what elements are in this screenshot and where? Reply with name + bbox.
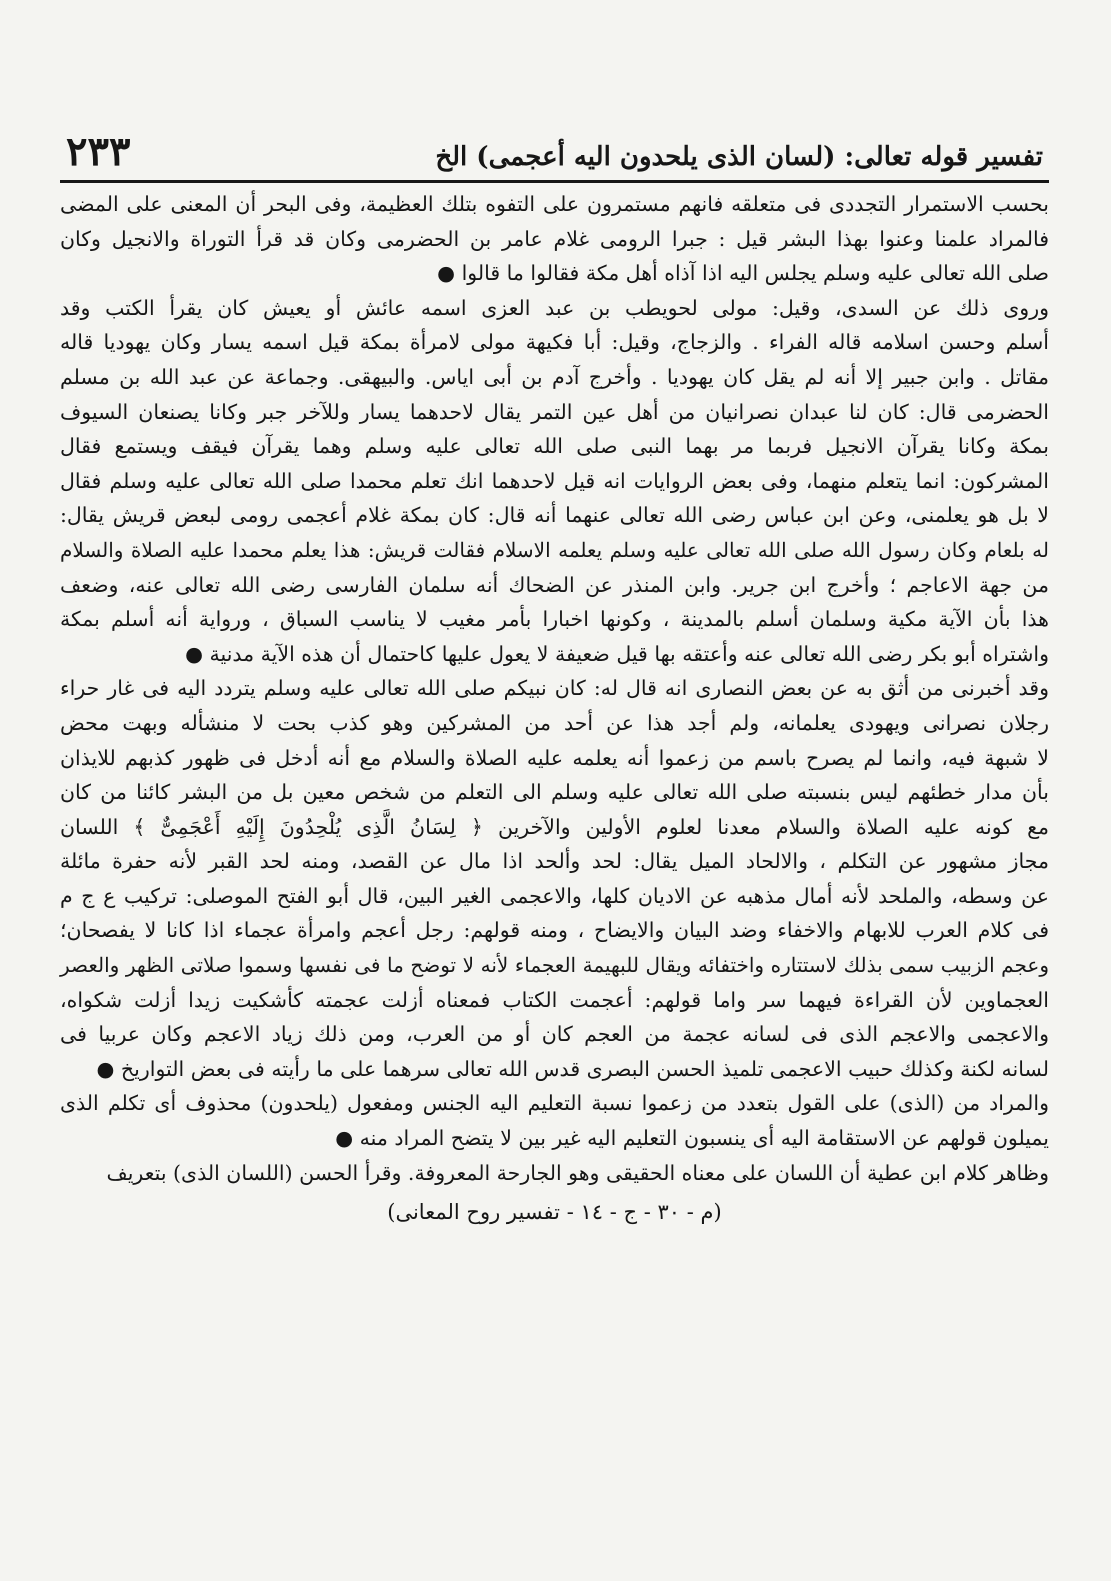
paragraph [60,291,1049,672]
text-line: عن وسطه، والملحد لأنه أمال مذهبه عن الاديان كلها، والاعجمى الغير البين، قال أبو الفتح الموصلى: تركيب ع ج م [60,883,1049,908]
text-line: لا بل هو يعلمنى، وعن ابن عباس رضى الله تعالى عنهما أنه قال: كان بمكة غلام أعجمى رومى لبعض قريش يقال: [60,503,1049,528]
paragraph [60,187,1049,291]
text-line: مقاتل . وابن جبير إلا أنه لم يقل كان يهوديا . وأخرج آدم بن أبى اياس. والبيهقى. وجماعة عن عبد الله بن مسلم [60,364,1049,389]
text-line: والمراد من (الذى) على القول بتعدد من زعموا نسبة التعليم اليه الجنس ومفعول (يلحدون) محذوف أى تكلم الذى [60,1091,1049,1116]
text-line: بمكة وكانا يقرآن الانجيل فربما مر بهما النبى صلى الله تعالى عليه وسلم وهما يقرآن فيقف ويستمع فقال [60,434,1049,459]
page-number: ٢٣٣ [66,128,131,175]
text-line: العجماوين لأن القراءة فيهما سر واما قولهم: أعجمت الكتاب فمعناه أزلت عجمته كأشكيت زيدا أزلت شكواه، [60,987,1049,1012]
text-line: يميلون قولهم عن الاستقامة اليه أى ينسبون التعليم اليه غير بين لا يتضح المراد منه ● [335,1126,1049,1151]
text-line: المشركون: انما يتعلم منهما، وفى بعض الروايات انه قيل لاحدهما انك تعلم محمدا صلى الله تعالى عليه وسلم فقال [60,468,1049,493]
text-line: هذا بأن الآية مكية وسلمان أسلم بالمدينة ، وكونها اخبارا بأمر مغيب لا يناسب السباق ، ورواية أنه أسلم بمكة [60,607,1049,632]
header-rule [60,180,1049,183]
page-footer [60,1200,1049,1224]
page-header-title: تفسير قوله تعالى: (لسان الذى يلحدون اليه أعجمى) الخ [435,142,1043,172]
text-line: واشتراه أبو بكر رضى الله تعالى عنه وأعتقه بها قيل ضعيفة لا يعول عليها كاحتمال أن هذه الآية مدنية ● [185,641,1049,666]
text-line: له بلعام وكان رسول الله صلى الله تعالى عليه وسلم يعلمه الاسلام فقالت قريش: هذا يعلم محمدا عليه الصلاة والسلام [60,537,1049,562]
text-line: وظاهر كلام ابن عطية أن اللسان على معناه الحقيقى وهو الجارحة المعروفة. وقرأ الحسن (اللسان الذى) بتعريف [106,1160,1049,1185]
text-line: وقد أخبرنى من أثق به عن بعض النصارى انه قال له: كان نبيكم صلى الله تعالى عليه وسلم يتردد اليه فى غار حراء [60,676,1049,701]
text-line: من جهة الاعاجم ؛ وأخرج ابن جرير. وابن المنذر عن الضحاك أنه سلمان الفارسى رضى الله تعالى عنه، وضعف [60,572,1049,597]
paragraph [60,671,1049,1086]
paragraph [60,1086,1049,1155]
text-line: مع كونه عليه الصلاة والسلام معدنا لعلوم الأولين والآخرين ﴿ لِسَانُ الَّذِى يُلْحِدُونَ إِلَيْهِ أَعْجَمِىٌّ ﴾ اللسان [60,814,1049,839]
text-line: والاعجمى والاعجم الذى فى لسانه عجمة من العجم كان أو من العرب، ومن ذلك زياد الاعجم وكان عربيا فى [60,1022,1049,1047]
text-line: فى كلام العرب للابهام والاخفاء وضد البيان والايضاح ، ومنه قولهم: رجل أعجم وامرأة عجماء اذا كانا لا يفصحان؛ [60,918,1049,943]
text-line: لا شبهة فيه، وانما لم يصرح باسم من زعموا أنه يعلمه عليه الصلاة والسلام مع أنه أدخل فى ظهور كذبهم للايذان [60,745,1049,770]
paragraph [60,1156,1049,1191]
footer-signature: (م - ٣٠ - ج - ١٤ - تفسير روح المعانى) [387,1200,722,1225]
text-line: لسانه لكنة وكذلك حبيب الاعجمى تلميذ الحسن البصرى قدس الله تعالى سرهما على ما رأيته فى بعض التواريخ ● [96,1056,1049,1081]
text-line: مجاز مشهور عن التكلم ، والالحاد الميل يقال: لحد وألحد اذا مال عن القصد، ومنه لحد القبر لأنه حفرة مائلة [60,849,1049,874]
text-line: بأن مدار خطئهم ليس بنسبته صلى الله تعالى عليه وسلم الى التعلم من شخص معين بل من البشر كائنا من كان [60,780,1049,805]
text-line: وروى ذلك عن السدى، وقيل: مولى لحويطب بن عبد العزى اسمه عائش أو يعيش كان يقرأ الكتب وقد [60,295,1049,320]
text-line: فالمراد علمنا وعنوا بهذا البشر قيل : جبرا الرومى غلام عامر بن الحضرمى وكان قد قرأ التوراة والانجيل وكان [60,226,1049,251]
body-text [60,187,1049,1190]
running-header [60,120,1049,175]
text-line: رجلان نصرانى ويهودى يعلمانه، ولم أجد هذا عن أحد من المشركين وهو كذب بحت لا منشأله وبهت محض [60,710,1049,735]
text-line: صلى الله تعالى عليه وسلم يجلس اليه اذا آذاه أهل مكة فقالوا ما قالوا ● [437,261,1049,286]
text-line: الحضرمى قال: كان لنا عبدان نصرانيان من أهل عين التمر يقال لاحدهما يسار وللآخر جبر وكانا يصنعان السيوف [60,399,1049,424]
text-line: بحسب الاستمرار التجددى فى متعلقه فانهم مستمرون على التفوه بتلك العظيمة، وفى البحر أن المعنى على المضى [60,192,1049,216]
text-line: أسلم وحسن اسلامه قاله الفراء . والزجاج، وقيل: أبا فكيهة مولى لامرأة بمكة قيل اسمه يسار وكان يهوديا قاله [60,330,1049,355]
text-line: وعجم الزبيب سمى بذلك لاستتاره واختفائه ويقال للبهيمة العجماء لأنه لا توضح ما فى نفسها وسموا صلاتى الظهر والعصر [60,953,1049,978]
